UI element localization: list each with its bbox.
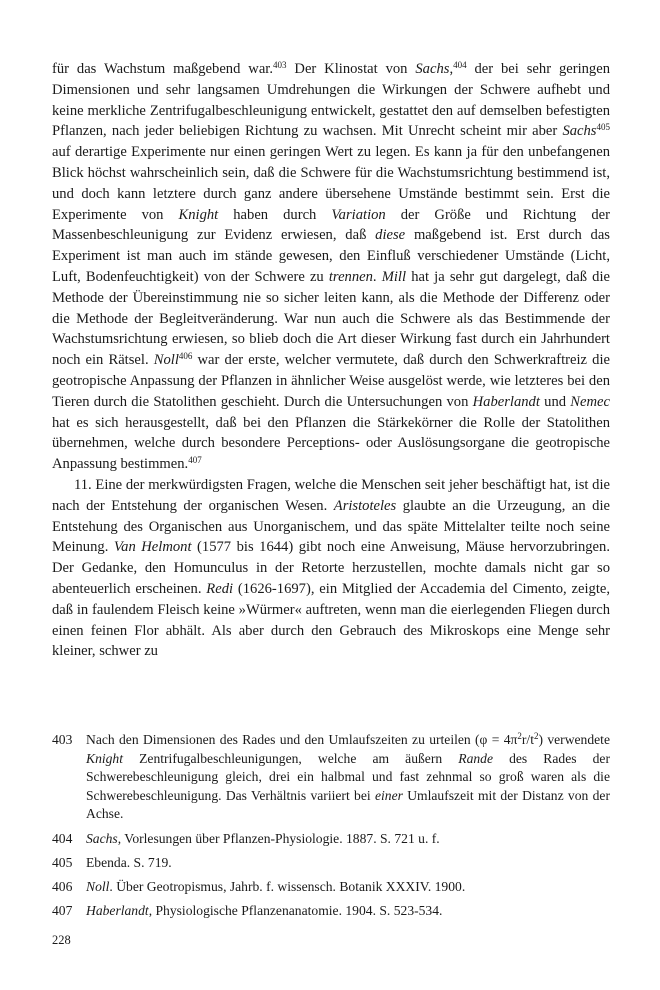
footnote-number: 403 — [52, 732, 73, 747]
footnote-number: 405 — [52, 854, 73, 870]
footnote-405 — [52, 854, 610, 873]
page-number: 228 — [52, 933, 71, 947]
footnote-ref-404: 404 — [453, 60, 467, 70]
paragraph-2: 11. Eine der merkwürdigsten Fragen, welche die Menschen seit jeher beschäftigt hat, ist die nach der Entstehung der organischen Wesen. Aristoteles glaubte an die Urzeugung, an die Entstehung des Organischen aus Unorganischem, und das späte Mittelalter teilte noch seine Meinung. Van Helmont (1577 bis 1644) gibt noch eine Anweisung, Mäuse hervorzubringen. Der Gedanke, den Homunculus in der Retorte herzustellen, mochte damals nicht gar so abenteuerlich erscheinen. Redi (1626-1697), ein Mitglied der Accademia del Cimento, zeigte, daß in faulendem Fleisch keine »Würmer« auftreten, wenn man die eierlegenden Fliegen durch einen feinen Flor abhält. Als aber durch den Gebrauch des Mikroskops eine Menge sehr kleiner, schwer zu — [52, 476, 611, 660]
footnote-text: Nach den Dimensionen des Rades und den Umlaufszeiten zu urteilen $(\varphi = 4\pi^2r/t^2)$ verwendete Knight Zentrifugalbeschleunigungen, welche am äußern Rande des Rades der Schwerebeschleunigung gleich, drei ein halbmal und fast zehnmal so groß waren als die Schwerebeschleunigung. Das Verhältnis variiert bei einer Umlaufszeit mit der Distanz von der Achse. — [86, 731, 610, 822]
footnote-403 — [52, 731, 610, 824]
footnote-number: 407 — [52, 903, 73, 919]
footnote-404 — [52, 830, 610, 849]
footnote-406 — [52, 878, 610, 897]
footnote-text: Sachs, Vorlesungen über Pflanzen-Physiologie. 1887. S. 721 u. f. — [86, 830, 440, 846]
footnote-text: Noll. Über Geotropismus, Jahrb. f. wissensch. Botanik XXXIV. 1900. — [86, 878, 466, 894]
main-text — [52, 59, 610, 662]
footnote-number: 404 — [52, 830, 73, 846]
paragraph-1: für das Wachstum maßgebend war.$^{403}$ Der Klinostat von Sachs,$^{404}$ der bei sehr geringen Dimensionen und sehr langsamen Umdrehungen die Wirkungen der Schwere aufhebt und keine merkliche Zentrifugalbeschleunigung entwickelt, gestattet den auf demselben befestigten Pflanzen, nach jeder beliebigen Richtung zu wachsen. Mit Unrecht scheint mir aber Sachs$^{405}$ auf derartige Experimente nur einen geringen Wert zu legen. Es kann ja für den unbefangenen Blick höchst wahrscheinlich sein, daß die Schwere für die Wachstumsrichtung bestimmend ist, und doch kann letztere durch ganz andere übersehene Umstände bestimmt sein. Erst die Experimente von Knight haben durch Variation der Größe und Richtung der Massenbeschleunigung zur Evidenz erwiesen, daß diese maßgebend ist. Erst durch das Experiment ist man auch im stände gewesen, den Einfluß verschiedener Umstände (Licht, Luft, Bodenfeuchtigkeit) von der Schwere zu trennen. Mill hat ja sehr gut dargelegt, daß die Methode der Übereinstimmung nie so sicher leiten kann, als die Methode der Differenz oder die Methode der Begleitveränderung. War nun auch die Schwere als das Bestimmende der Wachstumsrichtung erwiesen, so blieb doch die Art dieser Wirkung fast durch ein Jahrhundert noch ein Rätsel. Noll$^{406}$ war der erste, welcher vermutete, daß durch den Schwerkraftreiz die geotropische Anpassung der Pflanzen in ähnlicher Weise ausgelöst werde, wie letzteres bei den Tieren durch die Statolithen geschieht. Durch die Untersuchungen von Haberlandt und Nemec hat es sich herausgestellt, daß bei den Pflanzen die Stärkekörner die Rolle der Statolithen übernehmen, welche durch besondere Perceptions- oder Auslösungsorgane die geotropische Anpassung bestimmen.$^{407}$ — [52, 60, 610, 473]
footnote-text: Haberlandt, Physiologische Pflanzenanatomie. 1904. S. 523-534. — [86, 903, 443, 919]
footnote-number: 406 — [52, 878, 73, 894]
footnote-ref-405: 405 — [596, 122, 610, 133]
footnote-ref-403: 403 — [273, 60, 287, 70]
footnote-text: Ebenda. S. 719. — [86, 854, 172, 870]
footnotes — [52, 731, 610, 926]
footnote-ref-407: 407 — [188, 455, 202, 466]
footnote-ref-406: 406 — [178, 351, 193, 362]
footnote-407 — [52, 902, 610, 921]
